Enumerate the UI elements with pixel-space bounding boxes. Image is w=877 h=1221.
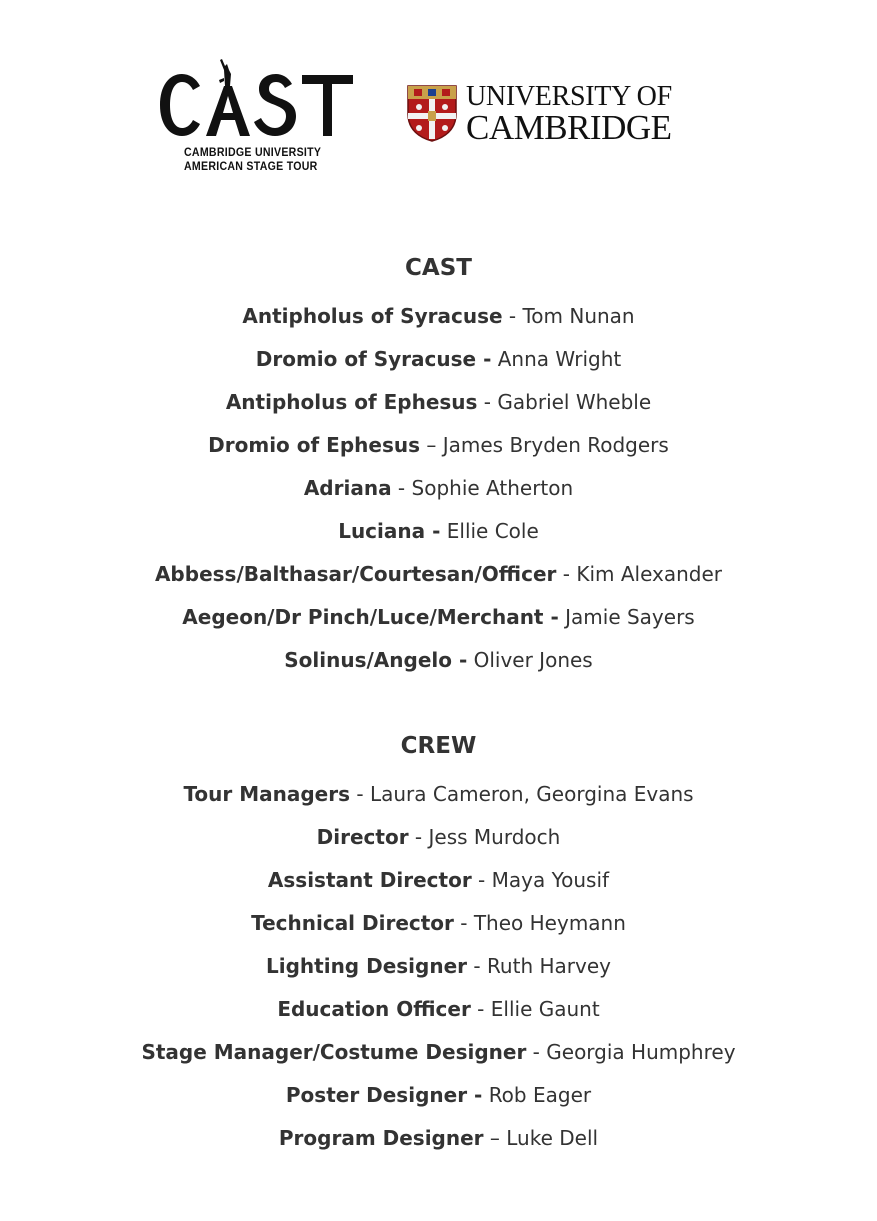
crew-entry [0,951,877,994]
separator: - [502,304,523,328]
separator: - [477,390,498,414]
crew-member-name: Rob Eager [488,1083,592,1107]
cast-entry [0,301,877,344]
crew-entry [0,822,877,865]
separator: - [391,476,412,500]
cast-entry [0,344,877,387]
cast-entry [0,516,877,559]
cast-entry [0,387,877,430]
crew-role: Poster Designer - [285,1083,483,1107]
crew-member-name: Georgia Humphrey [546,1040,736,1064]
separator: - [470,997,491,1021]
crew-role: Lighting Designer [266,954,467,978]
cast-role: Abbess/Balthasar/Courtesan/Officer [154,562,557,586]
crew-role: Director [316,825,409,849]
cast-member-name: Sophie Atherton [411,476,574,500]
cambridge-crest-icon [406,84,458,142]
cast-member-name: Gabriel Wheble [497,390,652,414]
cast-logo-line2: AMERICAN STAGE TOUR [184,161,318,173]
crew-role: Tour Managers [183,782,351,806]
separator: - [467,954,487,978]
crew-member-name: Ruth Harvey [486,954,611,978]
separator: - [471,868,492,892]
cast-role: Antipholus of Ephesus [225,390,478,414]
university-of-cambridge-logo [406,81,706,147]
cast-member-name: Tom Nunan [522,304,635,328]
cast-role: Adriana [303,476,392,500]
separator: - [556,562,577,586]
crew-member-name: Luke Dell [506,1126,599,1150]
cast-section-title: CAST [405,255,472,281]
cast-role: Luciana - [338,519,441,543]
separator: - [408,825,429,849]
separator: - [453,911,474,935]
cast-logo-line1: CAMBRIDGE UNIVERSITY [184,147,322,159]
cast-member-name: Kim Alexander [576,562,723,586]
crew-role: Program Designer [278,1126,484,1150]
cambridge-logo-line1: UNIVERSITY OF [466,81,672,112]
crew-member-name: Ellie Gaunt [490,997,600,1021]
crew-role: Assistant Director [267,868,472,892]
crew-member-name: Theo Heymann [473,911,626,935]
cast-entry [0,473,877,516]
cast-lettering-graphic [158,56,358,146]
cast-entry [0,559,877,602]
crew-entry [0,1080,877,1123]
cast-member-name: Anna Wright [497,347,622,371]
cambridge-logo-line2: CAMBRIDGE [466,108,672,147]
cast-member-name: Ellie Cole [446,519,539,543]
crew-role: Technical Director [251,911,454,935]
cast-logo [158,56,358,181]
cast-role: Solinus/Angelo - [284,648,468,672]
cast-role: Aegeon/Dr Pinch/Luce/Merchant - [182,605,559,629]
crew-entry [0,908,877,951]
cast-role: Dromio of Ephesus [208,433,420,457]
cast-entry [0,645,877,688]
cast-member-name: Oliver Jones [473,648,593,672]
cast-entry [0,602,877,645]
cast-role: Dromio of Syracuse - [255,347,492,371]
crew-entry [0,1037,877,1080]
crew-member-name: Laura Cameron, Georgina Evans [369,782,694,806]
crew-role: Stage Manager/Costume Designer [141,1040,527,1064]
crew-entry [0,1123,877,1166]
cast-member-name: Jamie Sayers [565,605,695,629]
separator: – [483,1126,507,1150]
cast-member-name: James Bryden Rodgers [442,433,669,457]
cast-list [0,301,877,688]
crew-entry [0,994,877,1037]
separator: - [350,782,370,806]
crew-list [0,779,877,1166]
crew-role: Education Officer [277,997,471,1021]
crew-entry [0,779,877,822]
separator: - [526,1040,547,1064]
cast-entry [0,430,877,473]
crew-member-name: Maya Yousif [491,868,610,892]
crew-section-title: CREW [400,733,477,759]
crew-member-name: Jess Murdoch [428,825,561,849]
crew-entry [0,865,877,908]
cast-role: Antipholus of Syracuse [242,304,503,328]
separator: – [420,433,443,457]
